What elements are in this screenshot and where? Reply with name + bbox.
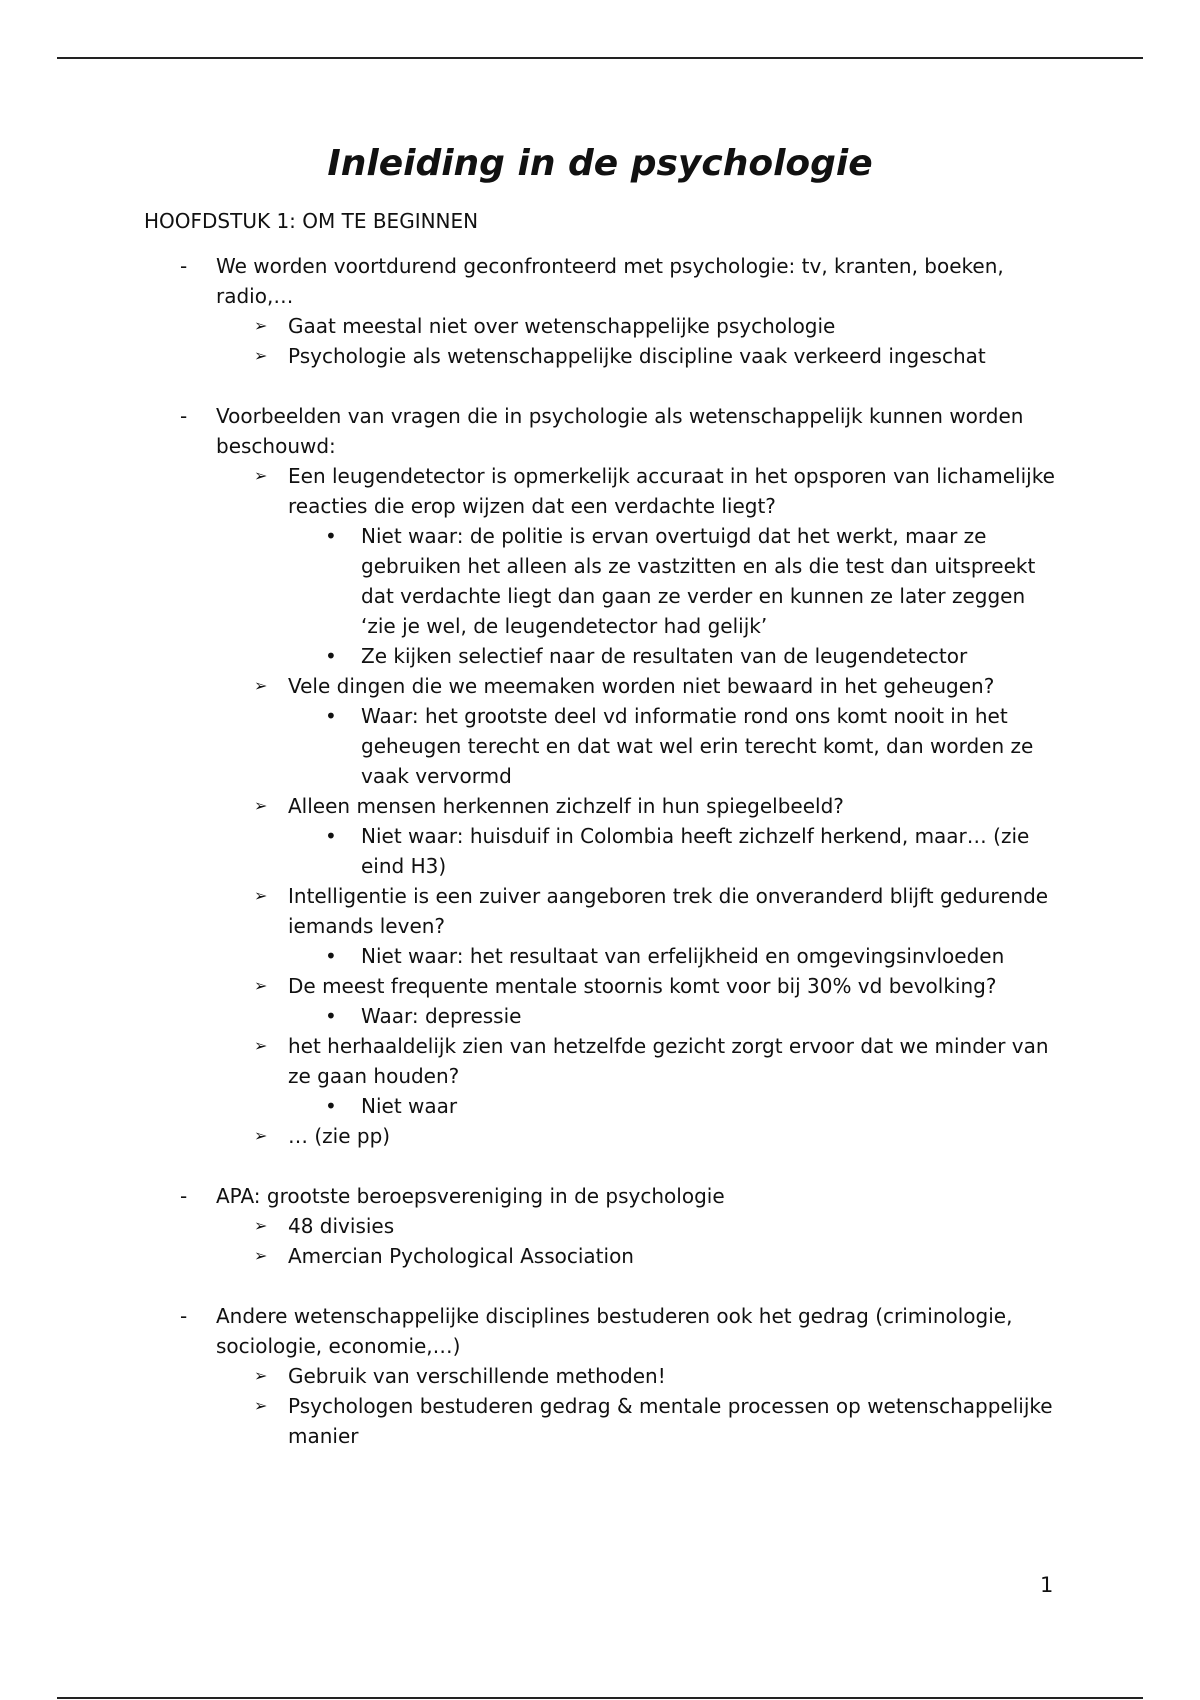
- arrow-bullet-icon: ➢: [254, 1216, 268, 1235]
- list-item: [180, 401, 1066, 461]
- list-item: [254, 1361, 1066, 1391]
- bullet-icon: •: [325, 944, 337, 968]
- bullet-icon: •: [325, 644, 337, 668]
- bullet-icon: •: [325, 1004, 337, 1028]
- list-item: [254, 341, 1066, 371]
- document-title: Inleiding in de psychologie: [327, 143, 873, 184]
- arrow-bullet-icon: ➢: [254, 976, 268, 995]
- list-item-text: Niet waar: [361, 1094, 458, 1118]
- dash-marker: -: [180, 404, 188, 428]
- dash-marker: -: [180, 254, 188, 278]
- list-item-text: 48 divisies: [288, 1214, 395, 1238]
- list-item: [325, 521, 1066, 641]
- list-item: [325, 821, 1066, 881]
- arrow-bullet-icon: ➢: [254, 1126, 268, 1145]
- arrow-bullet-icon: ➢: [254, 1036, 268, 1055]
- bullet-icon: •: [325, 524, 337, 548]
- list-item-text: Gebruik van verschillende methoden!: [288, 1364, 666, 1388]
- header-rule: [57, 57, 1143, 59]
- list-item-text: Psychologie als wetenschappelijke discipline vaak verkeerd ingeschat: [288, 344, 986, 368]
- list-item-text: het herhaaldelijk zien van hetzelfde gezicht zorgt ervoor dat we minder van ze gaan houden?: [288, 1034, 1049, 1088]
- list-item: [254, 881, 1066, 941]
- list-item: [254, 1211, 1066, 1241]
- bullet-icon: •: [325, 704, 337, 728]
- list-item: [325, 701, 1066, 791]
- document-body: [0, 251, 1200, 1451]
- list-item: [180, 1301, 1066, 1361]
- list-item: [254, 791, 1066, 821]
- list-item: [254, 1031, 1066, 1091]
- list-item-text: Een leugendetector is opmerkelijk accuraat in het opsporen van lichamelijke reacties die erop wijzen dat een verdachte liegt?: [288, 464, 1055, 518]
- list-item: [254, 1391, 1066, 1451]
- arrow-bullet-icon: ➢: [254, 1396, 268, 1415]
- arrow-bullet-icon: ➢: [254, 1366, 268, 1385]
- footer-rule: [57, 1697, 1143, 1699]
- list-item: [254, 1241, 1066, 1271]
- arrow-bullet-icon: ➢: [254, 316, 268, 335]
- list-item-text: Alleen mensen herkennen zichzelf in hun spiegelbeeld?: [288, 794, 844, 818]
- list-item: [325, 641, 1066, 671]
- list-item: [180, 251, 1066, 311]
- bullet-icon: •: [325, 1094, 337, 1118]
- list-item-text: … (zie pp): [288, 1124, 391, 1148]
- bullet-icon: •: [325, 824, 337, 848]
- list-item-text: De meest frequente mentale stoornis komt voor bij 30% vd bevolking?: [288, 974, 997, 998]
- list-item-text: Ze kijken selectief naar de resultaten van de leugendetector: [361, 644, 968, 668]
- list-item-text: Intelligentie is een zuiver aangeboren trek die onveranderd blijft gedurende iemands leven?: [288, 884, 1049, 938]
- page-number: 1: [1040, 1573, 1054, 1597]
- arrow-bullet-icon: ➢: [254, 886, 268, 905]
- list-item: [325, 1001, 1066, 1031]
- dash-marker: -: [180, 1304, 188, 1328]
- list-item: [180, 1181, 1066, 1211]
- list-item-text: Niet waar: de politie is ervan overtuigd dat het werkt, maar ze gebruiken het alleen als ze vastzitten en als die test dan uitspreekt dat verdachte liegt dan gaan ze verder en kunnen ze later zeggen ‘zie je wel, de leugendetector had gelijk’: [361, 524, 1036, 638]
- list-item-text: Waar: het grootste deel vd informatie rond ons komt nooit in het geheugen terecht en dat wat wel erin terecht komt, dan worden ze vaak vervormd: [361, 704, 1034, 788]
- list-item-text: Amercian Pychological Association: [288, 1244, 634, 1268]
- list-item: [254, 461, 1066, 521]
- list-item-text: Waar: depressie: [361, 1004, 522, 1028]
- dash-marker: -: [180, 1184, 188, 1208]
- arrow-bullet-icon: ➢: [254, 676, 268, 695]
- list-item-text: APA: grootste beroepsvereniging in de psychologie: [216, 1184, 725, 1208]
- list-item: [254, 1121, 1066, 1151]
- list-item: [325, 941, 1066, 971]
- arrow-bullet-icon: ➢: [254, 346, 268, 365]
- list-item-text: Psychologen bestuderen gedrag & mentale processen op wetenschappelijke manier: [288, 1394, 1053, 1448]
- chapter-heading: HOOFDSTUK 1: OM TE BEGINNEN: [144, 209, 479, 233]
- list-item-text: Gaat meestal niet over wetenschappelijke psychologie: [288, 314, 836, 338]
- list-item-text: Voorbeelden van vragen die in psychologie als wetenschappelijk kunnen worden beschouwd:: [216, 404, 1024, 458]
- arrow-bullet-icon: ➢: [254, 1246, 268, 1265]
- list-item: [254, 671, 1066, 701]
- list-item: [254, 971, 1066, 1001]
- list-item-text: Andere wetenschappelijke disciplines bestuderen ook het gedrag (criminologie, sociologie, economie,…): [216, 1304, 1013, 1358]
- arrow-bullet-icon: ➢: [254, 796, 268, 815]
- list-item-text: Vele dingen die we meemaken worden niet bewaard in het geheugen?: [288, 674, 995, 698]
- list-item: [254, 311, 1066, 341]
- list-item-text: Niet waar: huisduif in Colombia heeft zichzelf herkend, maar… (zie eind H3): [361, 824, 1030, 878]
- list-item-text: Niet waar: het resultaat van erfelijkheid en omgevingsinvloeden: [361, 944, 1005, 968]
- list-item: [325, 1091, 1066, 1121]
- arrow-bullet-icon: ➢: [254, 466, 268, 485]
- list-item-text: We worden voortdurend geconfronteerd met psychologie: tv, kranten, boeken, radio,…: [216, 254, 1004, 308]
